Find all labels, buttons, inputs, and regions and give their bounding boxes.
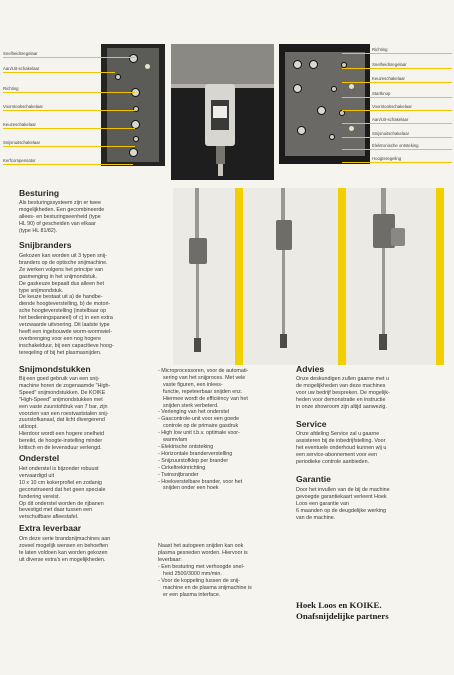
callout-label: Aan/Uit-schakelaar <box>3 66 40 71</box>
callout-right-5 <box>370 117 454 127</box>
list-item: - Verlenging van het onderstel <box>158 409 230 416</box>
text-garantie: Door het invullen van de bij de machine gevoegde garantiekaart verleent Hoek Loos een garantie van 6 maanden op de deugdelijke werking van de machine. <box>296 487 390 521</box>
closing-tagline <box>296 600 446 621</box>
callout-label: Kerfcompensator <box>3 158 36 163</box>
callout-label: Voorstookschakelaar <box>3 104 43 109</box>
callout-right-8 <box>370 156 454 166</box>
closing-line: Hoek Loos en KOIKE. Onafsnijdelijke partners <box>296 600 389 621</box>
text-onderstel: Het onderstel is bijzonder robuust vervaardigd uit 10 x 10 cm kokerprofiel en zodanig geconstrueerd dat het geen speciale fundering vereist. Op dit onderstel worden de rijbanen bevestigd met daar tussen een verschuifbare afleestafel. <box>19 466 106 521</box>
callout-label: Keuzeschakelaar <box>372 76 405 81</box>
text-extra-leverbaar: Om deze serie brandsnijmachines aan zoveel mogelijk wensen en behoeften te laten voldoen kan worden gekozen uit diverse extra's en mogelijkheden. <box>19 536 111 563</box>
features-list <box>158 368 286 492</box>
callout-left-1 <box>3 66 123 76</box>
list-item: - Voor de koppeling tussen de snij- machine en de plasma snijmachine is er een plasma interface. <box>158 577 252 598</box>
right-control-panel-photo <box>279 44 370 164</box>
torch-types-photo <box>173 188 444 365</box>
callout-right-3 <box>370 91 454 101</box>
list-item: - Microprocessoren, voor de automati- sering van het snijproces. Met vele vaste figuren, een inlees- functie, repeteerbaar snijden enz. Hiermee wordt de efficiëncy van het snijden sterk verbeterd. <box>158 368 249 409</box>
callout-label: Hoogteregeling <box>372 156 402 161</box>
list-item: - Een besturing met verhoogde snel- heid 2500/3000 mm/min. <box>158 564 245 577</box>
callout-label: Startknop <box>372 91 391 96</box>
text-advies: Onze deskundigen zullen gaarne met u de mogelijkheden van deze machines voor uw bedrijf bespreken. De mogelijk- heden voor demonstratie en instructie in onze showroom zijn altijd aanwezig. <box>296 376 390 410</box>
heading-snijbranders: Snijbranders <box>19 240 72 250</box>
callout-label: Snelheidsregelaar <box>372 62 407 67</box>
callout-left-2 <box>3 86 123 96</box>
list-item: - High low unit t.b.v. optimale voor- warmvlam <box>158 430 240 444</box>
callout-label: Elektronische ontsteking <box>372 143 419 148</box>
list-item: - Twinsnijbrander <box>158 471 199 478</box>
callout-label: Snijsnuitschakelaar <box>372 131 410 136</box>
text-snijbranders: Gekozen kan worden uit 3 typen snij- branders op de optische snijmachine. Ze werken volgens het principe van gasmenging in het snijmondstuk. De gaskeuze bepaalt dus alleen het type snijmondstuk. De keuze bestaat uit a) de handbe- diende hoogteverstelling, b) de motori- sche hoogteverstelling (instelbaar op het bedieningspaneel) of c) in een extra verzwaarde uitvoering. Dit laatste type heeft een ingebouwde worm-wormwiel- overbrenging voor een nog hogere inschakelduur, bij een capacitieve hoog- tereqeling of bij het plasmasnijden. <box>19 253 114 356</box>
callout-right-7 <box>370 143 454 153</box>
callout-right-6 <box>370 131 454 141</box>
text-plasma: Naast het autogeen snijden kan ook plasma gesneden worden. Hiervoor is leverbaar: <box>158 543 248 563</box>
heading-onderstel: Onderstel <box>19 453 60 463</box>
heading-extra-leverbaar: Extra leverbaar <box>19 523 82 533</box>
callout-label: Richting <box>372 47 388 52</box>
heading-besturing: Besturing <box>19 188 60 198</box>
torch-closeup-photo <box>171 44 274 180</box>
list-item: - Gascontrole-unit voor een goede controle op de primaire gasdruk <box>158 416 240 430</box>
heading-garantie: Garantie <box>296 474 331 484</box>
list-item: - Cirkeltrekinrichting <box>158 464 206 471</box>
text-besturing: Als besturingssysteem zijn er twee mogelijkheden. Een gecombineerde allees- en besturingseenheid (type HL 90) of gescheiden van elkaar (type HL 81/82). <box>19 200 105 234</box>
callout-label: Richting <box>3 86 19 91</box>
callout-right-2 <box>370 76 454 86</box>
callout-right-1 <box>370 62 454 72</box>
heading-snijmondstukken: Snijmondstukken <box>19 364 91 374</box>
text-service: Onze afdeling Service zal u gaarne assisteren bij de inbedrijfstelling. Voor het eventuele onderhoud kunnen wij u een service-abonnement voor een periodieke controle aanbieden. <box>296 431 387 465</box>
callout-right-0 <box>370 47 454 57</box>
callout-label: Keuzeschakelaar <box>3 122 36 127</box>
plasma-list <box>158 564 286 599</box>
callout-label: Voorstookschakelaar <box>372 104 412 109</box>
heading-service: Service <box>296 419 327 429</box>
callout-left-3 <box>3 104 123 114</box>
callout-label: Snijsnuitschakelaar <box>3 140 41 145</box>
callout-left-4 <box>3 122 123 132</box>
list-item: - Elektrische ontsteking <box>158 443 214 450</box>
callout-label: Aan/Uit-schakelaar <box>372 117 409 122</box>
callout-left-6 <box>3 158 123 168</box>
callout-left-5 <box>3 140 123 150</box>
heading-advies: Advies <box>296 364 325 374</box>
callout-left-0 <box>3 51 123 61</box>
callout-label: Snelheidsregelaar <box>3 51 38 56</box>
list-item: - Snijzuurstofklep per brander <box>158 457 229 464</box>
text-snijmondstukken: Bij een goed gebruik van een snij- machine horen de zogenaamde "High- Speed" snijmondstukken. De KOIKE "High-Speed" snijmondstukken met een vaste zuurstofdruk van 7 bar, zijn voorzien van een roestvaststalen snij- zuurstofkanaal, dat licht divergerend uitloopt. Hierdoor wordt een hogere snelheid bereikt, de hoogte-instelling minder kritisch en de levensduur verlengd. <box>19 376 111 452</box>
list-item: - Hoekverstelbare brander, voor het snijden onder een hoek <box>158 478 243 492</box>
callout-right-4 <box>370 104 454 114</box>
list-item: - Horizontale branderverstelling <box>158 450 233 457</box>
